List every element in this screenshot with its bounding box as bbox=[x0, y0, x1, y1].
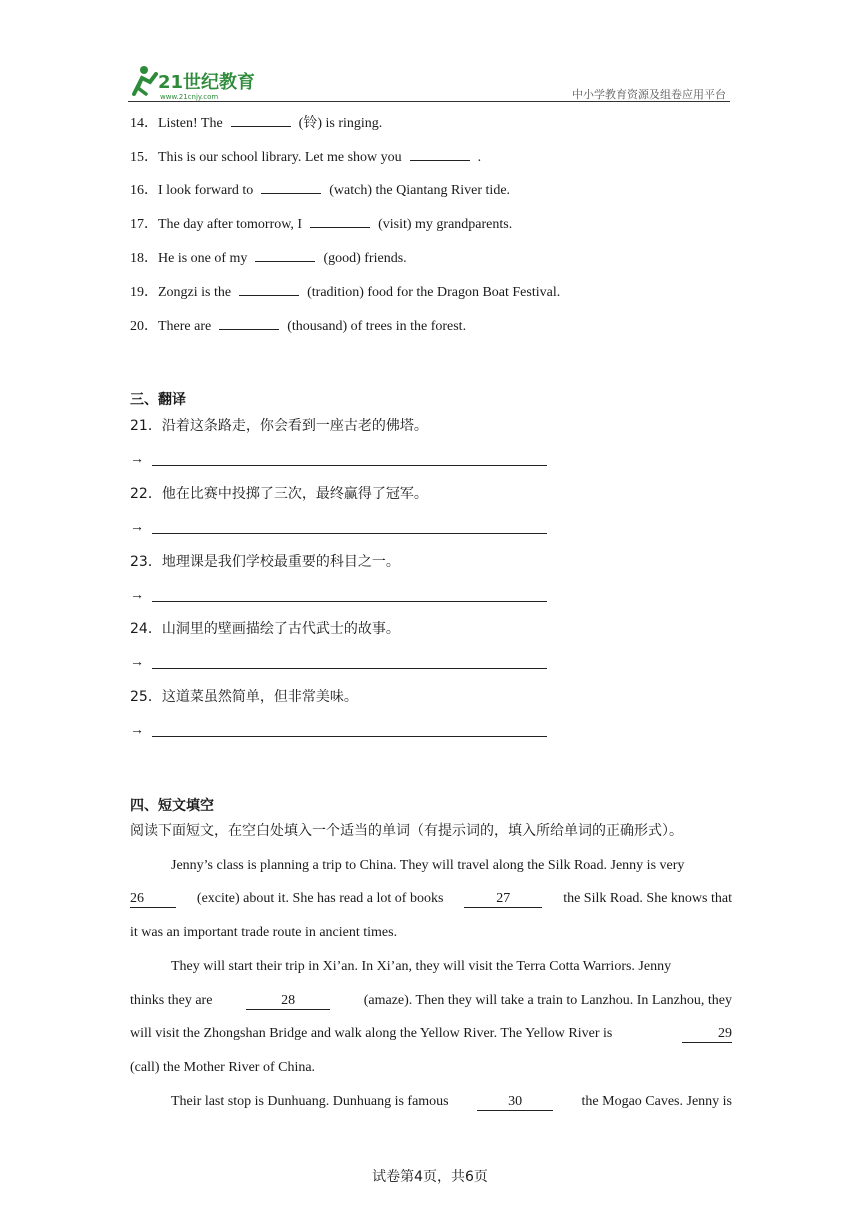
question-16: 16．I look forward to (watch) the Qiantang River tide. bbox=[130, 183, 511, 198]
blank-28[interactable]: 28 bbox=[246, 993, 330, 1010]
answer-blank[interactable] bbox=[219, 317, 279, 330]
arrow-icon: → bbox=[130, 588, 144, 603]
section-title-translation: 三、翻译 bbox=[130, 392, 186, 408]
passage-line: Their last stop is Dunhuang. Dunhuang is famous 30 the Mogao Caves. Jenny is bbox=[171, 1094, 732, 1109]
answer-line-22[interactable] bbox=[130, 520, 144, 536]
page-footer: 试卷第4页，共6页 bbox=[372, 1169, 488, 1185]
arrow-icon: → bbox=[130, 452, 144, 467]
blank-29[interactable]: 29 bbox=[682, 1026, 732, 1043]
question-17: 17．The day after tomorrow, I (visit) my grandparents. bbox=[130, 217, 513, 232]
answer-blank[interactable] bbox=[410, 148, 470, 161]
question-14: 14．Listen! The (铃) is ringing. bbox=[130, 116, 383, 131]
question-23: 23．地理课是我们学校最重要的科目之一。 bbox=[130, 554, 400, 570]
passage-line: it was an important trade route in ancient times. bbox=[130, 925, 398, 940]
svg-text:21世纪教育: 21世纪教育 bbox=[158, 72, 256, 93]
header-divider bbox=[128, 101, 730, 102]
question-19: 19．Zongzi is the (tradition) food for the Dragon Boat Festival. bbox=[130, 285, 561, 300]
blank-30[interactable]: 30 bbox=[477, 1094, 553, 1111]
logo-21cnjy bbox=[128, 64, 268, 102]
passage-instruction: 阅读下面短文，在空白处填入一个适当的单词（有提示词的，填入所给单词的正确形式）。 bbox=[130, 823, 683, 839]
question-15: 15．This is our school library. Let me show you . bbox=[130, 150, 482, 165]
page-header bbox=[128, 60, 730, 104]
arrow-icon: → bbox=[130, 723, 144, 738]
passage-line: Jenny’s class is planning a trip to China. They will travel along the Silk Road. Jenny is very bbox=[171, 858, 685, 873]
passage-line: They will start their trip in Xi’an. In Xi’an, they will visit the Terra Cotta Warriors. Jenny bbox=[171, 959, 672, 974]
answer-blank[interactable] bbox=[310, 215, 370, 228]
question-21: 21．沿着这条路走，你会看到一座古老的佛塔。 bbox=[130, 418, 428, 434]
blank-26[interactable]: 26 bbox=[130, 891, 176, 908]
arrow-icon: → bbox=[130, 520, 144, 535]
answer-blank[interactable] bbox=[231, 114, 291, 127]
svg-text:www.21cnjy.com: www.21cnjy.com bbox=[160, 93, 219, 101]
passage-line: (call) the Mother River of China. bbox=[130, 1060, 316, 1075]
answer-line-24[interactable] bbox=[130, 655, 144, 671]
answer-blank[interactable] bbox=[239, 283, 299, 296]
header-platform-text: 中小学教育资源及组卷应用平台 bbox=[572, 89, 726, 101]
question-25: 25．这道菜虽然简单，但非常美味。 bbox=[130, 689, 358, 705]
answer-line-23[interactable] bbox=[130, 588, 144, 604]
answer-blank[interactable] bbox=[261, 181, 321, 194]
passage-line: thinks they are 28 (amaze). Then they will take a train to Lanzhou. In Lanzhou, they bbox=[130, 993, 732, 1008]
answer-line-21[interactable] bbox=[130, 452, 144, 468]
question-22: 22．他在比赛中投掷了三次，最终赢得了冠军。 bbox=[130, 486, 428, 502]
blank-27[interactable]: 27 bbox=[464, 891, 542, 908]
answer-blank[interactable] bbox=[255, 249, 315, 262]
section-title-passage: 四、短文填空 bbox=[130, 798, 214, 814]
answer-line-25[interactable] bbox=[130, 723, 144, 739]
arrow-icon: → bbox=[130, 655, 144, 670]
passage-line: will visit the Zhongshan Bridge and walk along the Yellow River. The Yellow River is 29 bbox=[130, 1026, 732, 1041]
question-18: 18．He is one of my (good) friends. bbox=[130, 251, 407, 266]
question-20: 20．There are (thousand) of trees in the forest. bbox=[130, 319, 467, 334]
question-24: 24．山洞里的壁画描绘了古代武士的故事。 bbox=[130, 621, 400, 637]
passage-line: 26 (excite) about it. She has read a lot of books 27 the Silk Road. She knows that bbox=[130, 891, 732, 906]
